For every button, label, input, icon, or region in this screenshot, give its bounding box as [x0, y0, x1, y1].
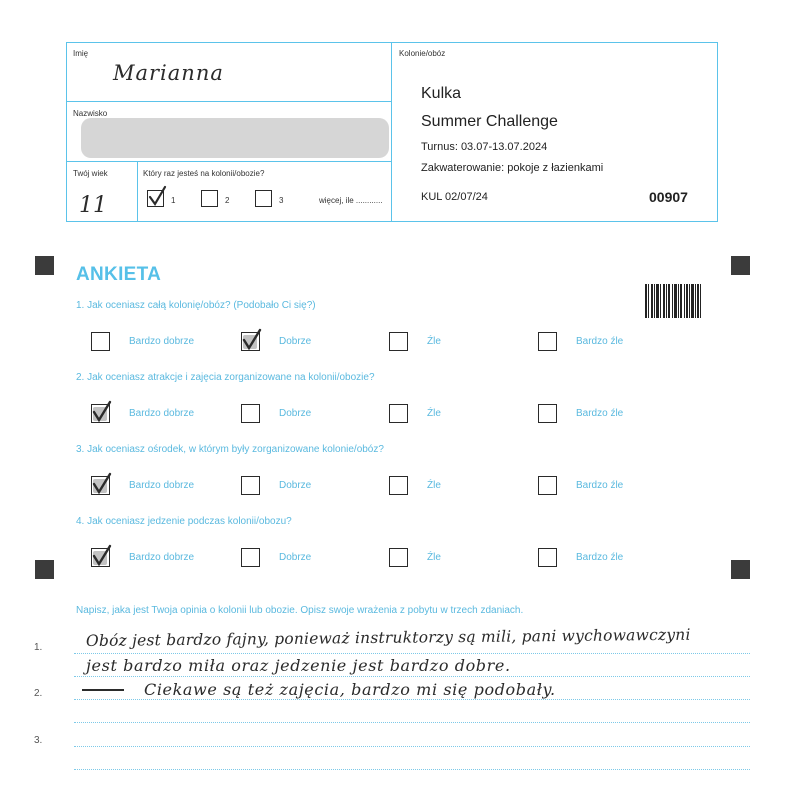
- handwritten-line-1: Obóz jest bardzo fajny, ponieważ instruktorzy są mili, pani wychowawczyni: [85, 625, 691, 650]
- answer-line: [74, 746, 750, 747]
- opinion-prompt: Napisz, jaka jest Twoja opinia o kolonii lub obozie. Opisz swoje wrażenia z pobytu w trzech zdaniach.: [76, 605, 524, 616]
- camp-label: Kolonie/obóz: [399, 49, 446, 58]
- question-1: 1. Jak oceniasz całą kolonię/obóz? (Podobało Ci się?): [76, 300, 316, 311]
- q2-option-bad-label: Źle: [427, 408, 441, 419]
- registration-mark-top-right: [731, 256, 750, 275]
- answer-line: [74, 722, 750, 723]
- line-number-1: 1.: [34, 642, 43, 653]
- q3-option-very-good-label: Bardzo dobrze: [129, 480, 195, 491]
- q1-option-bad-label: Źle: [427, 336, 441, 347]
- q3-option-very-bad-label: Bardzo źle: [576, 480, 624, 491]
- answer-line: [74, 653, 750, 654]
- first-name-label: Imię: [73, 49, 89, 58]
- answer-line: [74, 699, 750, 700]
- line-number-3: 3.: [34, 735, 43, 746]
- question-4: 4. Jak oceniasz jedzenie podczas kolonii/obozu?: [76, 516, 292, 527]
- first-name-value: Marianna: [113, 61, 224, 85]
- barcode-icon: [645, 284, 701, 318]
- q2-option-very-bad-label: Bardzo źle: [576, 408, 624, 419]
- handwritten-line-3: Ciekawe są też zajęcia, bardzo mi się podobały.: [144, 680, 556, 699]
- q4-option-very-bad-checkbox[interactable]: [538, 548, 557, 567]
- q1-option-very-bad-checkbox[interactable]: [538, 332, 557, 351]
- check-mark-icon: [241, 328, 263, 352]
- times-label: Który raz jesteś na kolonii/obozie?: [143, 169, 265, 178]
- q2-option-good-label: Dobrze: [279, 408, 312, 419]
- check-mark-icon: [147, 185, 169, 209]
- q4-option-bad-checkbox[interactable]: [389, 548, 408, 567]
- q3-option-bad-checkbox[interactable]: [389, 476, 408, 495]
- q1-option-bad-checkbox[interactable]: [389, 332, 408, 351]
- form-number: 00907: [649, 189, 688, 205]
- times-option-3-checkbox[interactable]: [255, 190, 272, 207]
- redacted-surname: [81, 118, 389, 158]
- q3-option-bad-label: Źle: [427, 480, 441, 491]
- q3-option-very-bad-checkbox[interactable]: [538, 476, 557, 495]
- q1-option-very-good-label: Bardzo dobrze: [129, 336, 195, 347]
- line-number-2: 2.: [34, 688, 43, 699]
- q4-option-very-bad-label: Bardzo źle: [576, 552, 624, 563]
- q2-option-bad-checkbox[interactable]: [389, 404, 408, 423]
- times-option-more-label: więcej, ile ............: [319, 196, 383, 205]
- q3-option-very-good-checkbox[interactable]: [91, 476, 110, 495]
- check-mark-icon: [91, 472, 113, 496]
- times-option-2-label: 2: [225, 196, 230, 205]
- q2-option-very-good-checkbox[interactable]: [91, 404, 110, 423]
- age-value: 11: [79, 193, 107, 218]
- q1-option-good-checkbox[interactable]: [241, 332, 260, 351]
- survey-title: ANKIETA: [76, 264, 162, 285]
- q4-option-good-checkbox[interactable]: [241, 548, 260, 567]
- camp-code: KUL 02/07/24: [421, 191, 488, 203]
- registration-mark-bottom-left: [35, 560, 54, 579]
- accommodation: Zakwaterowanie: pokoje z łazienkami: [421, 162, 604, 174]
- age-label: Twój wiek: [73, 169, 108, 178]
- question-2: 2. Jak oceniasz atrakcje i zajęcia zorganizowane na kolonii/obozie?: [76, 372, 375, 383]
- registration-mark-bottom-right: [731, 560, 750, 579]
- answer-line: [74, 769, 750, 770]
- registration-mark-top-left: [35, 256, 54, 275]
- surname-label: Nazwisko: [73, 109, 108, 118]
- q4-option-very-good-label: Bardzo dobrze: [129, 552, 195, 563]
- q2-option-very-bad-checkbox[interactable]: [538, 404, 557, 423]
- question-3: 3. Jak oceniasz ośrodek, w którym były zorganizowane kolonie/obóz?: [76, 444, 384, 455]
- q3-option-good-checkbox[interactable]: [241, 476, 260, 495]
- q1-option-very-good-checkbox[interactable]: [91, 332, 110, 351]
- q4-option-bad-label: Źle: [427, 552, 441, 563]
- q4-option-very-good-checkbox[interactable]: [91, 548, 110, 567]
- turnus-dates: Turnus: 03.07-13.07.2024: [421, 141, 548, 153]
- check-mark-icon: [91, 400, 113, 424]
- q3-option-good-label: Dobrze: [279, 480, 312, 491]
- camp-name-line2: Summer Challenge: [421, 113, 558, 130]
- q1-option-good-label: Dobrze: [279, 336, 312, 347]
- times-option-1-label: 1: [171, 196, 176, 205]
- student-info-box: [66, 42, 718, 222]
- q2-option-very-good-label: Bardzo dobrze: [129, 408, 195, 419]
- check-mark-icon: [91, 544, 113, 568]
- times-option-2-checkbox[interactable]: [201, 190, 218, 207]
- times-option-3-label: 3: [279, 196, 284, 205]
- q1-option-very-bad-label: Bardzo źle: [576, 336, 624, 347]
- q2-option-good-checkbox[interactable]: [241, 404, 260, 423]
- answer-line: [74, 676, 750, 677]
- q4-option-good-label: Dobrze: [279, 552, 312, 563]
- times-option-1-checkbox[interactable]: [147, 190, 164, 207]
- handwritten-line-2: jest bardzo miła oraz jedzenie jest bardzo dobre.: [86, 656, 511, 675]
- camp-name-line1: Kulka: [421, 85, 462, 102]
- scribble-strike: [82, 689, 124, 691]
